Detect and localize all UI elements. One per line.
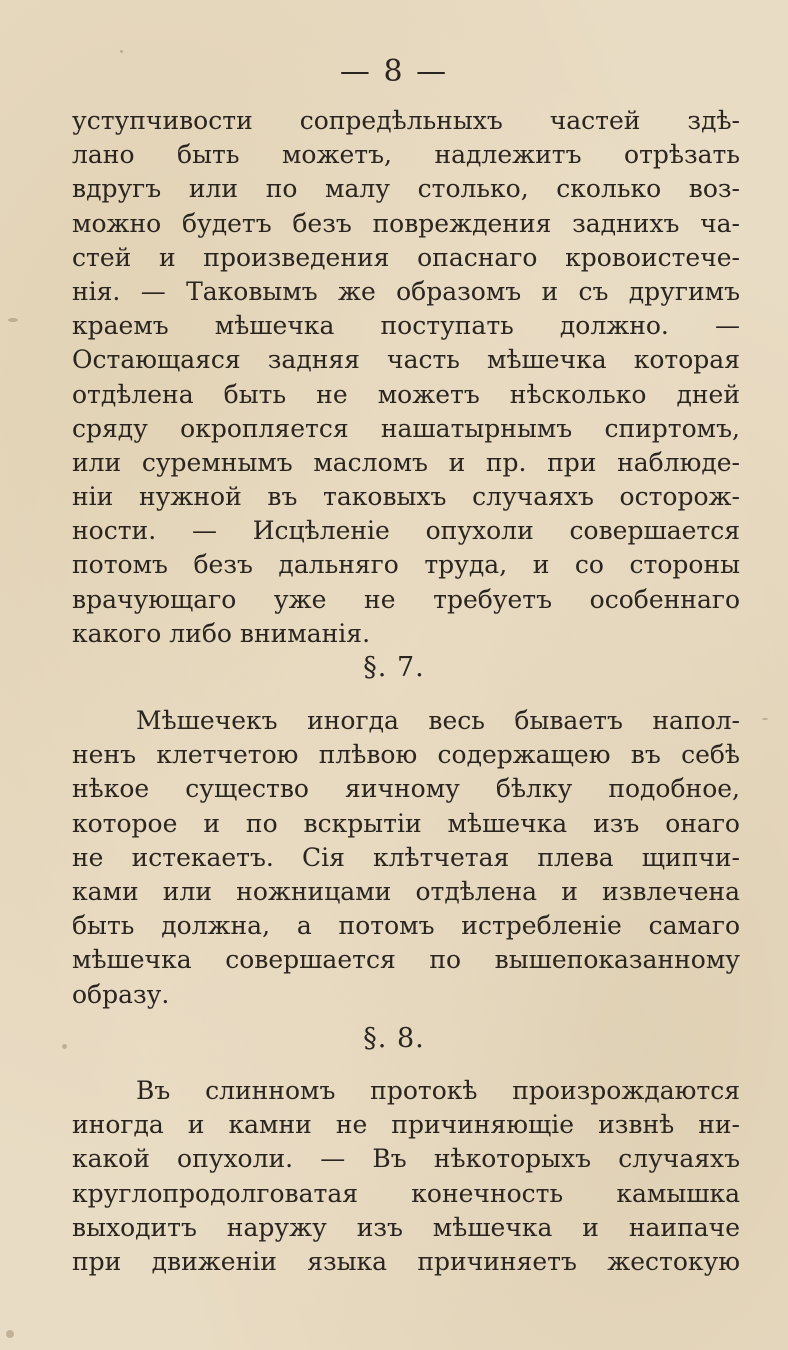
- text-line: круглопродолговатая конечность камышка: [72, 1178, 740, 1208]
- section-heading-7: §. 7.: [363, 652, 425, 683]
- text-line: врачующаго уже не требуетъ особеннаго: [72, 584, 740, 614]
- page-number: — 8 —: [339, 54, 449, 89]
- text-line: нѣкое существо яичному бѣлку подобное,: [72, 774, 740, 804]
- text-line: не истекаетъ. Сія клѣтчетая плева щипчи-: [72, 842, 740, 872]
- text-line: быть должна, а потомъ истребленіе самаго: [72, 911, 740, 941]
- text-line: вдругъ или по малу столько, сколько воз-: [72, 174, 740, 204]
- text-line: стей и произведения опаснаго кровоистече-: [72, 242, 740, 272]
- section-8-paragraph: [72, 1074, 740, 1279]
- text-line: лано быть можетъ, надлежитъ отрѣзать: [72, 140, 740, 170]
- text-line: уступчивости сопредѣльныхъ частей здѣ-: [72, 106, 740, 135]
- text-line: краемъ мѣшечка поступать должно. —: [72, 311, 740, 341]
- text-line: какой опухоли. — Въ нѣкоторыхъ случаяхъ: [72, 1144, 740, 1174]
- paper-speck: [8, 318, 18, 322]
- paper-speck: [734, 606, 737, 609]
- paragraph-continued: [72, 104, 740, 651]
- paper-speck: [62, 1044, 67, 1049]
- text-line: Въ слинномъ протокѣ произрождаются: [136, 1076, 740, 1105]
- text-line: образу.: [72, 979, 170, 1009]
- text-line: сряду окропляется нашатырнымъ спиртомъ,: [72, 413, 740, 443]
- section-heading-8: §. 8.: [363, 1023, 425, 1054]
- text-line: мѣшечка совершается по вышепоказанному: [72, 945, 740, 975]
- text-line: иногда и камни не причиняющіе извнѣ ни-: [72, 1110, 740, 1140]
- text-line: ности. — Исцѣленіе опухоли совершается: [72, 516, 740, 546]
- text-line: или суремнымъ масломъ и пр. при наблюде-: [72, 447, 740, 477]
- paper-speck: [762, 718, 768, 720]
- text-line: Остающаяся задняя часть мѣшечка которая: [72, 345, 740, 375]
- text-line: ніи нужной въ таковыхъ случаяхъ осторож-: [72, 482, 740, 512]
- text-line: потомъ безъ дальняго труда, и со стороны: [72, 550, 740, 580]
- text-line: ненъ клетчетою плѣвою содержащею въ себѣ: [72, 740, 740, 770]
- paper-speck: [6, 1330, 14, 1338]
- text-line: ками или ножницами отдѣлена и извлечена: [72, 876, 740, 906]
- section-7-paragraph: [72, 704, 740, 1012]
- text-line: нія. — Таковымъ же образомъ и съ другимъ: [72, 276, 740, 306]
- paper-speck: [120, 50, 123, 53]
- text-line: можно будетъ безъ повреждения заднихъ ча-: [72, 208, 740, 238]
- text-line: при движеніи языка причиняетъ жестокую: [72, 1246, 740, 1276]
- text-line: Мѣшечекъ иногда весь бываетъ напол-: [136, 706, 740, 735]
- text-line: отдѣлена быть не можетъ нѣсколько дней: [72, 379, 740, 409]
- text-line: которое и по вскрытіи мѣшечка изъ онаго: [72, 808, 740, 838]
- text-line: какого либо вниманія.: [72, 618, 371, 648]
- text-line: выходитъ наружу изъ мѣшечка и наипаче: [72, 1212, 740, 1242]
